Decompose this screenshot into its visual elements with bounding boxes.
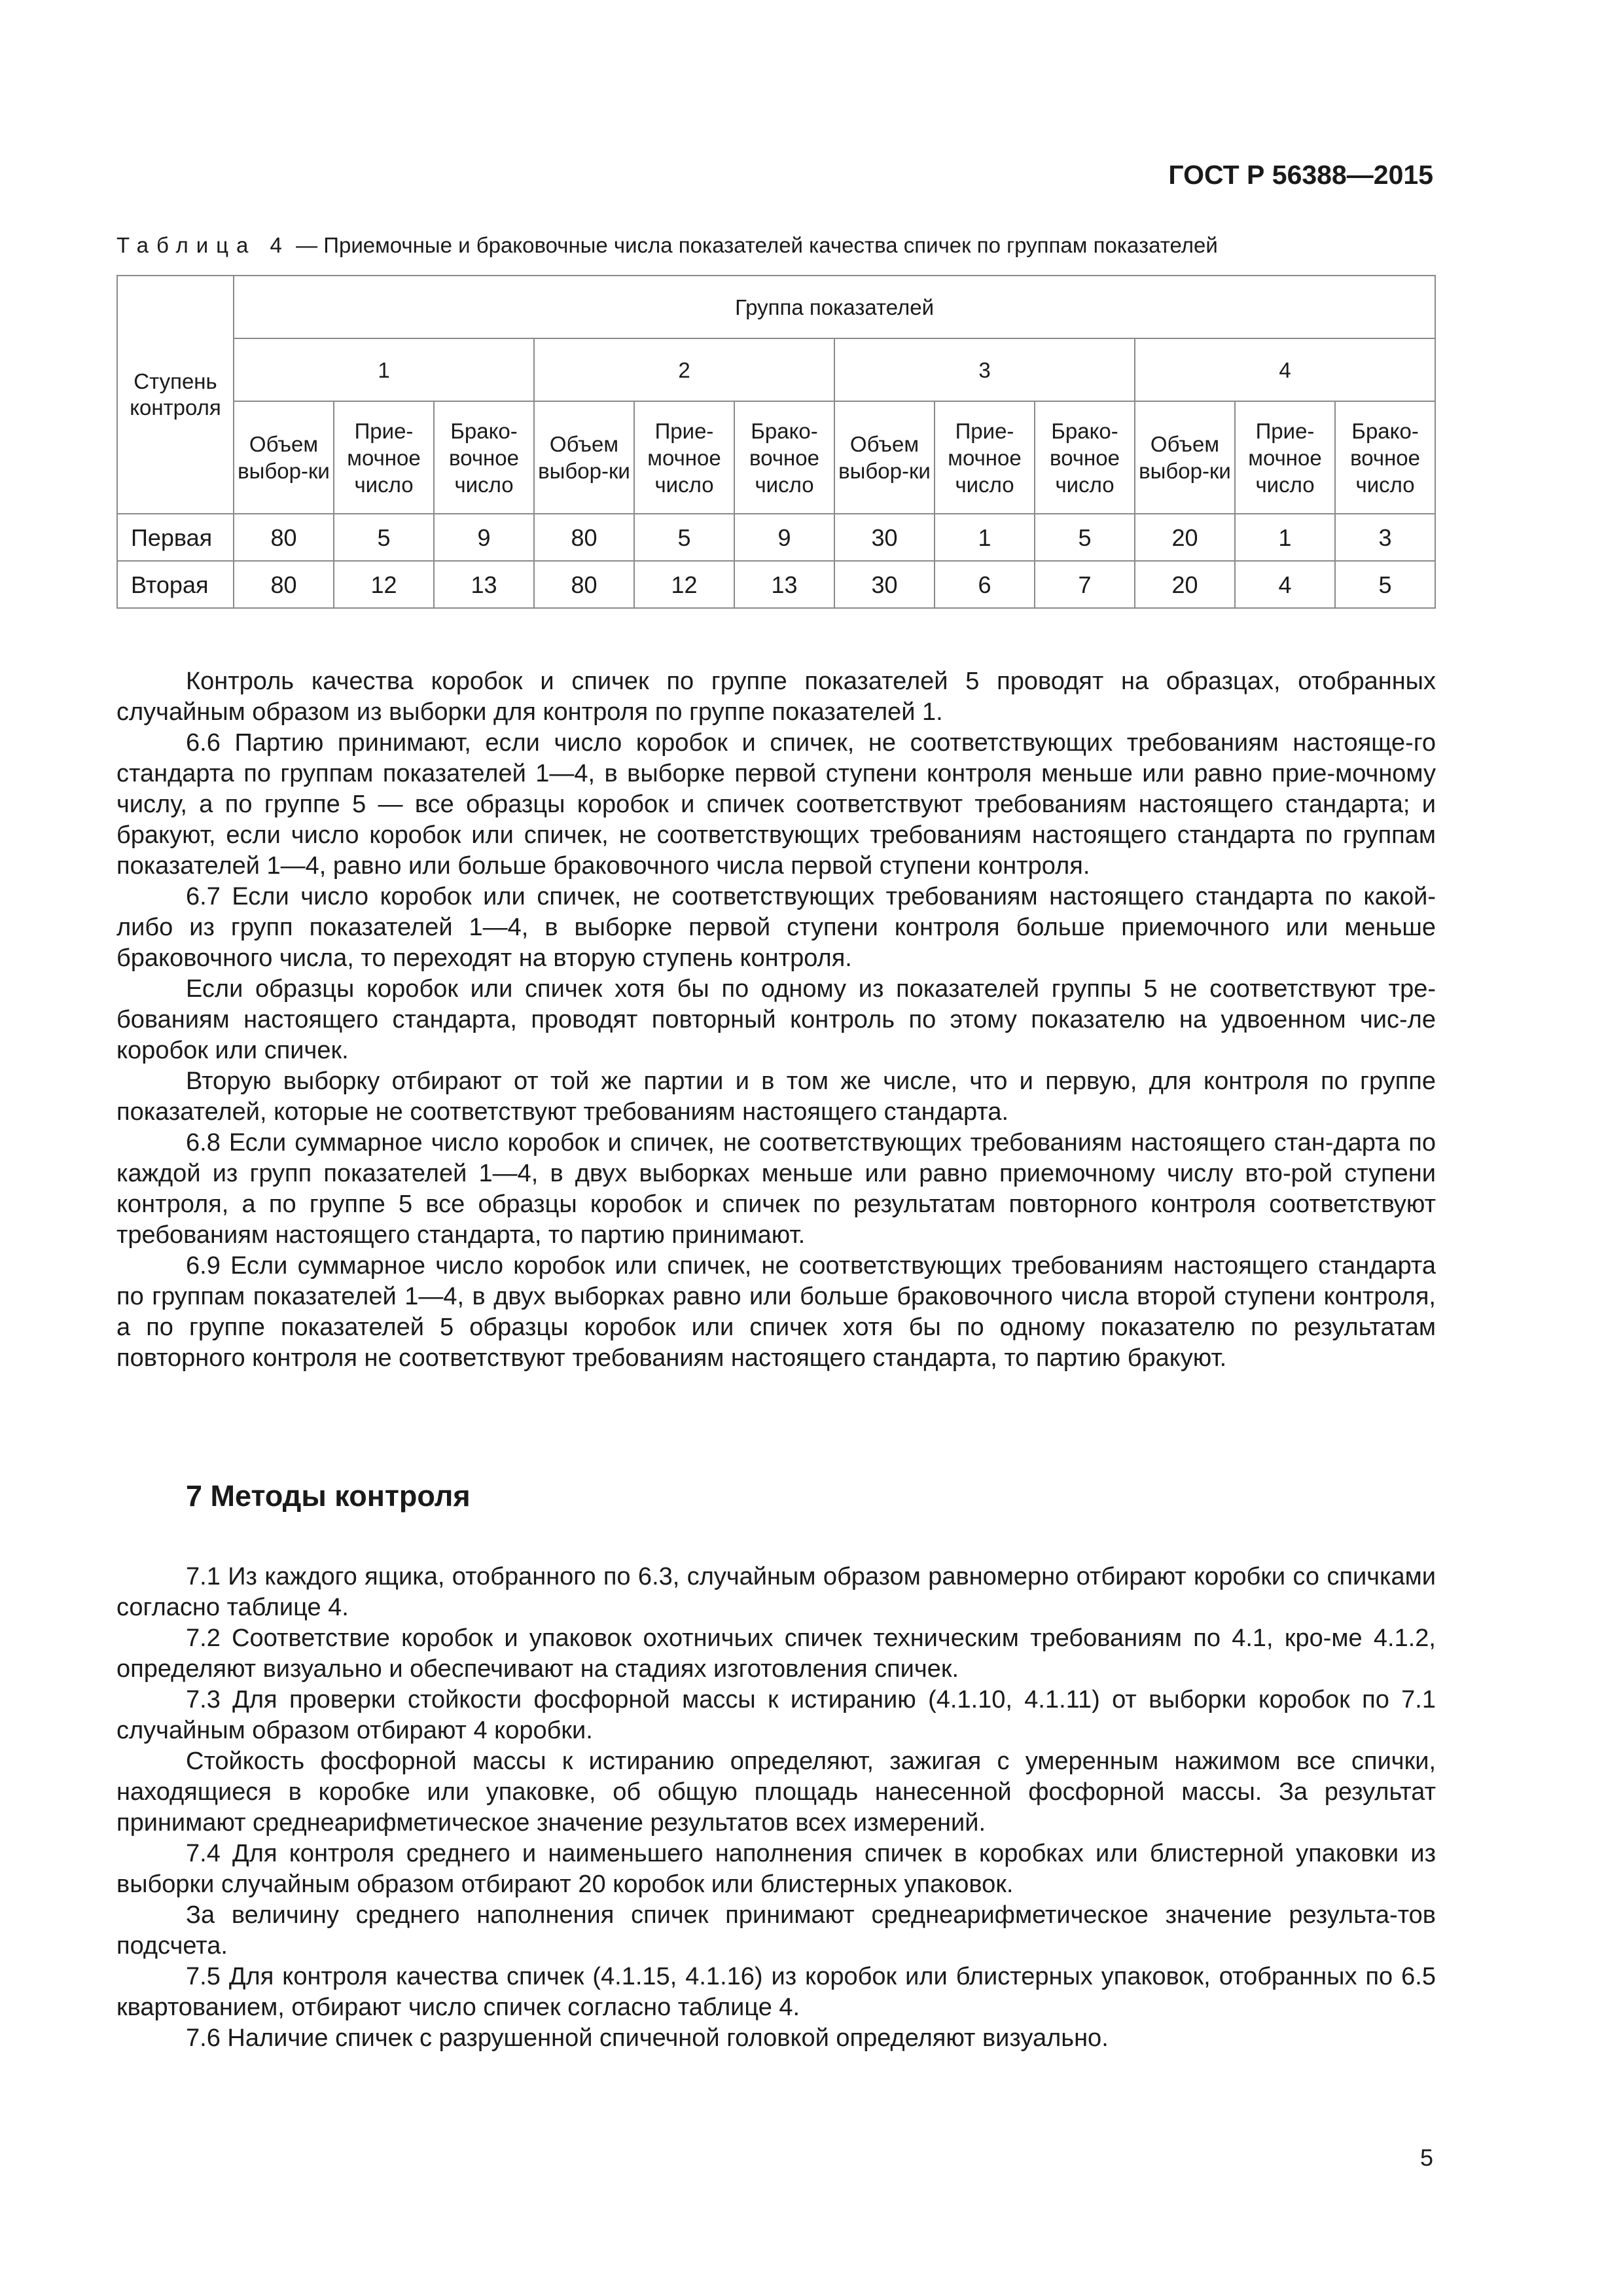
group-number: 1 xyxy=(234,338,534,401)
paragraph: 7.2 Соответствие коробок и упаковок охотничьих спичек техническим требованиям по 4.1, кро-ме 4.1.2, определяют визуально и обеспечивают на стадиях изготовления спичек. xyxy=(116,1624,1436,1683)
paragraph: Если образцы коробок или спичек хотя бы по одному из показателей группы 5 не соответствуют тре-бованиям настоящего стандарта, проводят повторный контроль по этому показателю на удвоенном чис-ле коробок или спичек. xyxy=(116,975,1436,1064)
table-cell: 30 xyxy=(834,561,935,608)
table-cell: 1 xyxy=(935,514,1035,561)
table-cell: 80 xyxy=(534,514,634,561)
paragraph: 7.6 Наличие спичек с разрушенной спичечной головкой определяют визуально. xyxy=(186,2024,1109,2052)
document-code: ГОСТ Р 56388—2015 xyxy=(1168,160,1433,190)
table-caption-text: — Приемочные и браковочные числа показателей качества спичек по группам показателей xyxy=(289,233,1218,257)
table-cell: 4 xyxy=(1235,561,1335,608)
table-cell: 20 xyxy=(1135,514,1235,561)
column-subheader: Объем выбор-ки xyxy=(834,401,935,514)
page-number: 5 xyxy=(1419,2144,1433,2171)
group-number: 3 xyxy=(834,338,1135,401)
table-cell: 5 xyxy=(1035,514,1135,561)
table-cell: 5 xyxy=(634,514,734,561)
paragraph: За величину среднего наполнения спичек принимают среднеарифметическое значение результа-тов подсчета. xyxy=(116,1901,1436,1960)
stage-header: Ступень контроля xyxy=(117,276,234,514)
paragraph: 6.9 Если суммарное число коробок или спичек, не соответствующих требованиям настоящего стандарта по группам показателей 1—4, в двух выборках равно или больше браковочного числа второй ступени контроля, а по группе показателей 5 образцы коробок или спичек хотя бы по одному показателю по результатам повторного контроля не соответствуют требованиям настоящего стандарта, то партию бракуют. xyxy=(116,1252,1436,1372)
table-row xyxy=(117,514,1435,561)
group-number: 4 xyxy=(1135,338,1435,401)
table-caption xyxy=(116,233,1218,258)
table-row xyxy=(117,561,1435,608)
table-cell: 1 xyxy=(1235,514,1335,561)
paragraph: 7.3 Для проверки стойкости фосфорной массы к истиранию (4.1.10, 4.1.11) от выборки коробок по 7.1 случайным образом отбирают 4 коробки. xyxy=(116,1686,1436,1744)
column-subheader: Прие-мочное число xyxy=(634,401,734,514)
group-header: Группа показателей xyxy=(234,276,1435,338)
column-subheader: Прие-мочное число xyxy=(1235,401,1335,514)
table-cell: 9 xyxy=(734,514,834,561)
table-cell: 80 xyxy=(534,561,634,608)
text-block-before xyxy=(116,666,1436,1374)
row-label: Вторая xyxy=(117,561,234,608)
paragraph: 6.6 Партию принимают, если число коробок и спичек, не соответствующих требованиям настояще-го стандарта по группам показателей 1—4, в выборке первой ступени контроля меньше или равно прие-мочному числу, а по группе 5 — все образцы коробок и спичек соответствуют требованиям настоящего стандарта; и бракуют, если число коробок или спичек, не соответствующих требованиям настоящего стандарта по группам показателей 1—4, равно или больше браковочного числа первой ступени контроля. xyxy=(116,729,1436,880)
paragraph: Стойкость фосфорной массы к истиранию определяют, зажигая с умеренным нажимом все спички, находящиеся в коробке или упаковке, об общую площадь нанесенной фосфорной массы. За результат принимают среднеарифметическое значение результатов всех измерений. xyxy=(116,1748,1436,1837)
column-subheader: Прие-мочное число xyxy=(334,401,434,514)
paragraph: 6.8 Если суммарное число коробок и спичек, не соответствующих требованиям настоящего стан-дарта по каждой из групп показателей 1—4, в двух выборках меньше или равно приемочному числу вто-рой ступени контроля, а по группе 5 все образцы коробок и спичек по результатам повторного контроля соответствуют требованиям настоящего стандарта, то партию принимают. xyxy=(116,1129,1436,1249)
table-cell: 80 xyxy=(234,561,334,608)
column-subheader: Брако-вочное число xyxy=(1335,401,1435,514)
column-subheader: Брако-вочное число xyxy=(434,401,534,514)
table-cell: 5 xyxy=(1335,561,1435,608)
column-subheader: Прие-мочное число xyxy=(935,401,1035,514)
table-cell: 3 xyxy=(1335,514,1435,561)
section-heading: 7 Методы контроля xyxy=(186,1479,471,1513)
paragraph: 7.1 Из каждого ящика, отобранного по 6.3, случайным образом равномерно отбирают коробки со спичками согласно таблице 4. xyxy=(116,1563,1436,1621)
table-cell: 20 xyxy=(1135,561,1235,608)
column-subheader: Объем выбор-ки xyxy=(234,401,334,514)
column-subheader: Объем выбор-ки xyxy=(1135,401,1235,514)
paragraph: 7.5 Для контроля качества спичек (4.1.15, 4.1.16) из коробок или блистерных упаковок, отобранных по 6.5 квартованием, отбирают число спичек согласно таблице 4. xyxy=(116,1963,1436,2021)
paragraph: Контроль качества коробок и спичек по группе показателей 5 проводят на образцах, отобранных случайным образом из выборки для контроля по группе показателей 1. xyxy=(116,668,1436,726)
table-cell: 12 xyxy=(334,561,434,608)
paragraph: 7.4 Для контроля среднего и наименьшего наполнения спичек в коробках или блистерной упаковки из выборки случайным образом отбирают 20 коробок или блистерных упаковок. xyxy=(116,1840,1436,1898)
table-cell: 80 xyxy=(234,514,334,561)
text-block-after xyxy=(116,1562,1436,2054)
paragraph: 6.7 Если число коробок или спичек, не соответствующих требованиям настоящего стандарта по какой-либо из групп показателей 1—4, в выборке первой ступени контроля больше приемочного или меньше браковочного числа, то переходят на вторую ступень контроля. xyxy=(116,883,1436,972)
table-cell: 13 xyxy=(734,561,834,608)
table-cell: 5 xyxy=(334,514,434,561)
row-label: Первая xyxy=(117,514,234,561)
group-number: 2 xyxy=(534,338,834,401)
table-cell: 12 xyxy=(634,561,734,608)
table-cell: 7 xyxy=(1035,561,1135,608)
column-subheader: Объем выбор-ки xyxy=(534,401,634,514)
acceptance-table xyxy=(116,275,1436,609)
table-caption-label: Таблица 4 xyxy=(116,233,290,257)
column-subheader: Брако-вочное число xyxy=(1035,401,1135,514)
column-subheader: Брако-вочное число xyxy=(734,401,834,514)
paragraph: Вторую выборку отбирают от той же партии и в том же числе, что и первую, для контроля по группе показателей, которые не соответствуют требованиям настоящего стандарта. xyxy=(116,1067,1436,1126)
table-cell: 9 xyxy=(434,514,534,561)
table-cell: 13 xyxy=(434,561,534,608)
table-cell: 6 xyxy=(935,561,1035,608)
table-cell: 30 xyxy=(834,514,935,561)
